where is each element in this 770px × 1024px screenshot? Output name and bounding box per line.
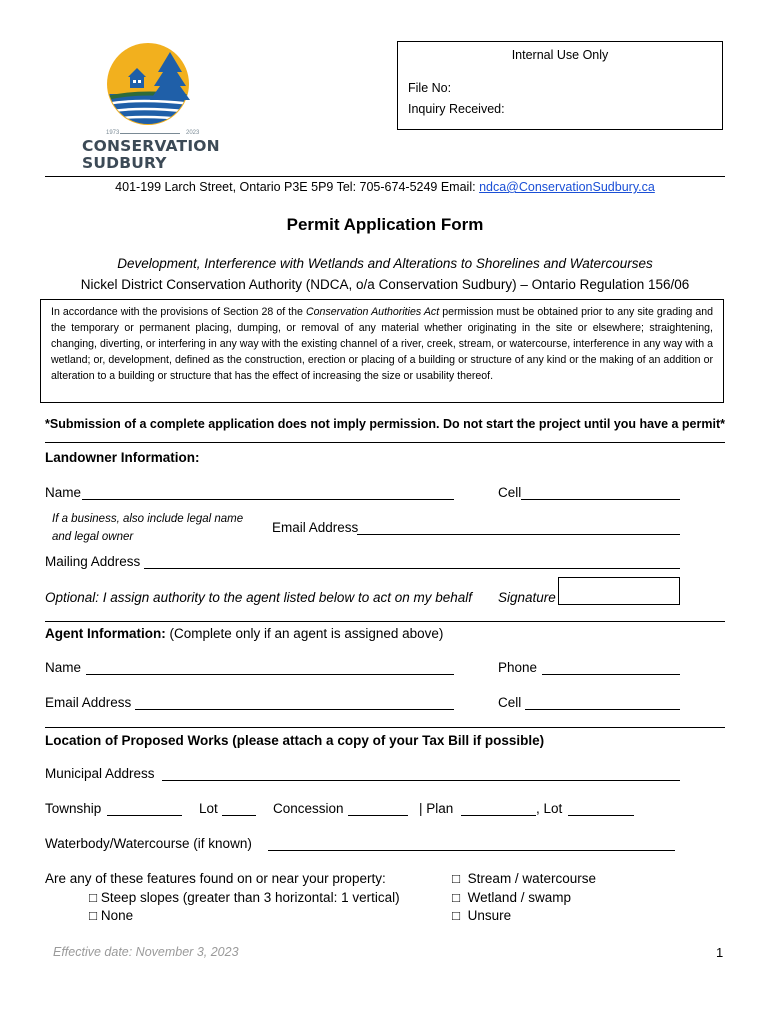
effective-date: Effective date: November 3, 2023 [53,945,239,959]
wetland-label: Wetland / swamp [467,890,571,905]
email-link[interactable]: ndca@ConservationSudbury.ca [479,180,655,194]
plan-label: | Plan [419,801,454,816]
checkbox-steep-slopes[interactable] [89,890,400,905]
concession-label: Concession [273,801,344,816]
municipal-address-label: Municipal Address [45,766,155,781]
checkbox-icon[interactable]: □ [89,908,98,923]
landowner-heading: Landowner Information: [45,450,200,465]
page-number: 1 [716,945,724,960]
agent-email-field[interactable] [135,709,454,710]
checkbox-none[interactable] [89,908,133,923]
file-no-label: File No: [408,81,452,95]
landowner-cell-label: Cell [498,485,522,500]
business-note-1: If a business, also include legal name [52,513,244,525]
mailing-address-label: Mailing Address [45,554,141,569]
logo-line-1: CONSERVATION [82,137,220,155]
lot-field[interactable] [222,815,256,816]
section-divider [45,727,725,728]
checkbox-icon[interactable]: □ [452,890,461,905]
checkbox-icon[interactable]: □ [452,871,461,886]
checkbox-stream[interactable] [452,871,596,886]
unsure-label: Unsure [467,908,512,923]
stream-label: Stream / watercourse [467,871,596,886]
inquiry-received-label: Inquiry Received: [408,102,505,116]
checkbox-icon[interactable]: □ [89,890,98,905]
location-heading: Location of Proposed Works (please attach a copy of your Tax Bill if possible) [45,733,545,748]
logo-emblem-icon [80,38,230,138]
checkbox-wetland[interactable] [452,890,571,905]
landowner-cell-field[interactable] [521,499,680,500]
agent-heading: Agent Information: [45,626,166,641]
permission-warning: *Submission of a complete application does not imply permission. Do not start the project until you have a permit* [45,417,725,431]
agent-heading-line [45,626,443,641]
concession-field[interactable] [348,815,408,816]
agent-heading-note: (Complete only if an agent is assigned above) [165,626,444,641]
intro-text-before: In accordance with the provisions of Section 28 of the [51,306,307,318]
section-divider [45,442,725,443]
internal-use-box [397,41,723,130]
act-name: Conservation Authorities Act [306,306,440,318]
waterbody-label: Waterbody/Watercourse (if known) [45,836,252,851]
plan-lot-field[interactable] [568,815,634,816]
municipal-address-field[interactable] [162,780,680,781]
lot-label: Lot [199,801,218,816]
agent-name-field[interactable] [86,674,454,675]
checkbox-unsure[interactable] [452,908,511,923]
agent-cell-label: Cell [498,695,522,710]
landowner-name-label: Name [45,485,82,500]
assign-authority-statement: Optional: I assign authority to the agent listed below to act on my behalf [45,590,473,605]
subtitle: Nickel District Conservation Authority (NDCA, o/a Conservation Sudbury) – Ontario Regulation 156/06 [80,277,690,292]
header-divider [45,176,725,177]
conservation-sudbury-logo: 1973 2023 CONSERVATION SUDBURY [80,38,230,173]
township-field[interactable] [107,815,182,816]
mailing-address-field[interactable] [144,568,680,569]
landowner-email-field[interactable] [357,534,680,535]
intro-text-after: permission must be obtained prior to any site grading and the temporary or permanent placing, dumping, or removal of any material whether originating in the site or elsewhere; straightening, changing, diverting, or interfering in any way with the existing channel of a river, creek, stream, or watercourse, interference in any way with a wetland; or, development, defined as the construction, erection or placing of a building or structure of any kind or the making of an addition or alteration to a building or structure that has the effect of increasing the size or usability thereof. [51,306,713,382]
signature-label: Signature [498,590,556,605]
township-label: Township [45,801,102,816]
contact-line [0,180,770,194]
agent-phone-label: Phone [498,660,538,675]
checkbox-icon[interactable]: □ [452,908,461,923]
business-note-2: and legal owner [52,531,134,543]
subtitle-italic: Development, Interference with Wetlands and Alterations to Shorelines and Watercourses [117,256,653,271]
contact-address: 401-199 Larch Street, Ontario P3E 5P9 Tel: 705-674-5249 Email: [115,180,480,194]
page-title: Permit Application Form [286,215,484,234]
steep-slopes-label: Steep slopes (greater than 3 horizontal: 1 vertical) [100,890,400,905]
plan-lot-label: , Lot [536,801,563,816]
landowner-name-field[interactable] [82,499,454,500]
none-label: None [100,908,134,923]
waterbody-field[interactable] [268,850,675,851]
logo-line-2: SUDBURY [82,154,167,172]
intro-paragraph [40,299,724,403]
plan-field[interactable] [461,815,536,816]
logo-wordmark [82,138,220,172]
landowner-email-label: Email Address [272,520,359,535]
internal-use-title: Internal Use Only [511,48,609,62]
signature-field[interactable] [558,577,680,605]
agent-cell-field[interactable] [525,709,680,710]
agent-phone-field[interactable] [542,674,680,675]
features-question: Are any of these features found on or near your property: [45,871,386,886]
agent-name-label: Name [45,660,82,675]
agent-email-label: Email Address [45,695,132,710]
section-divider [45,621,725,622]
